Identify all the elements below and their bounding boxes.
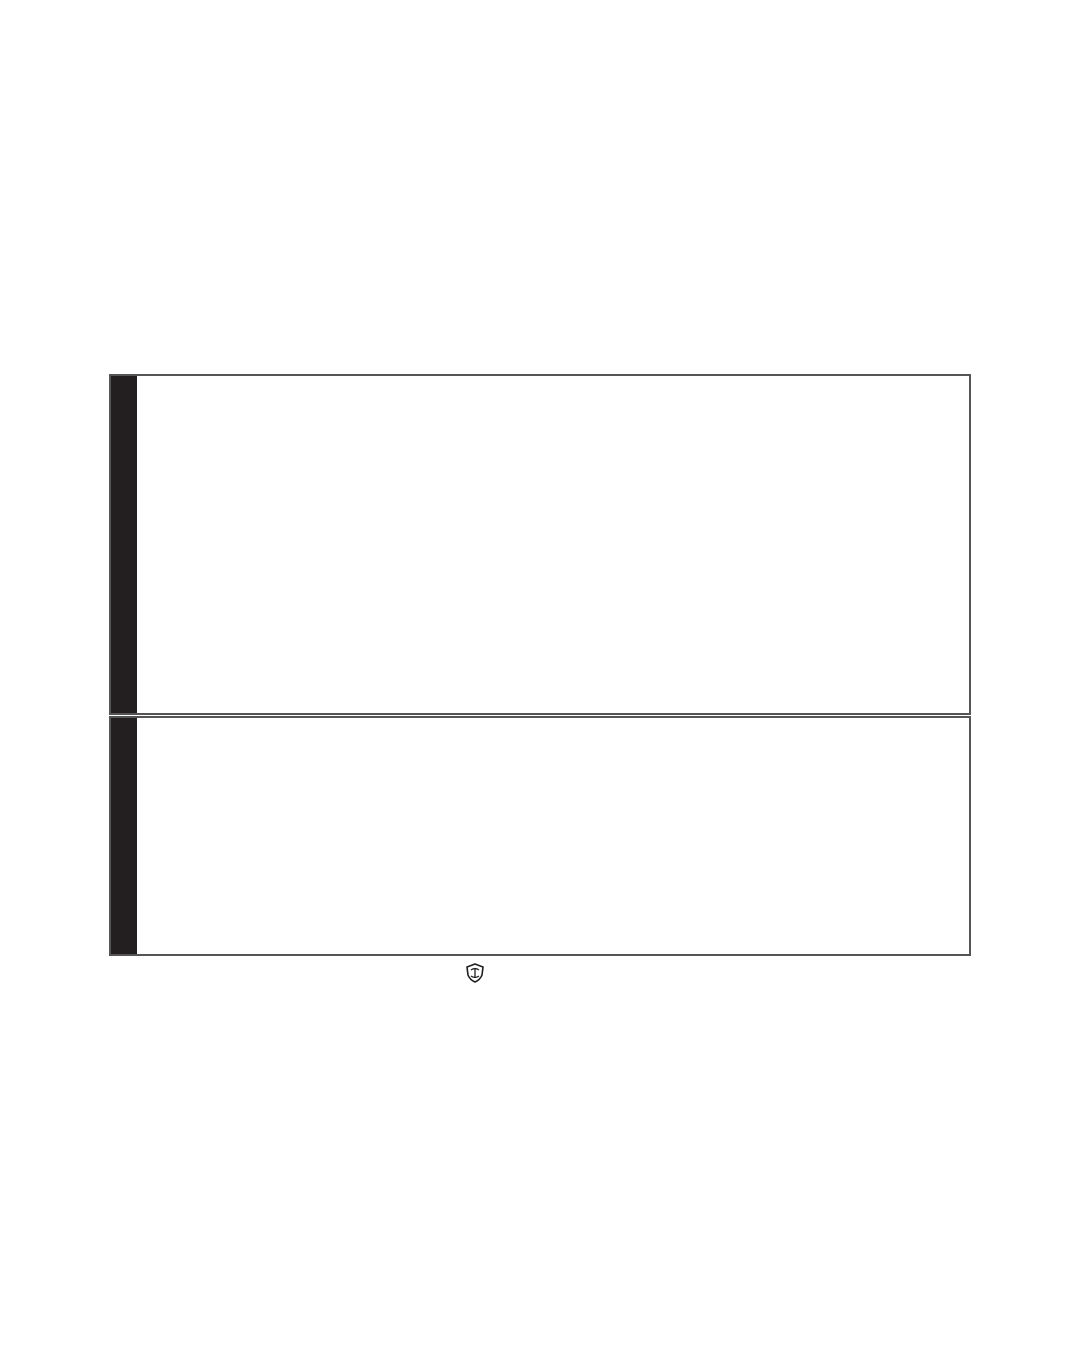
cm-frame <box>109 716 971 956</box>
leg-size-bar-cm <box>109 717 137 956</box>
leg-size-bar-inches <box>109 374 137 714</box>
cm-label-block <box>137 717 168 956</box>
ariat-logo <box>465 962 489 984</box>
inches-label-block <box>137 476 168 714</box>
ariat-shield-icon <box>465 963 485 983</box>
inches-frame <box>109 374 971 715</box>
size-chart <box>109 374 971 956</box>
